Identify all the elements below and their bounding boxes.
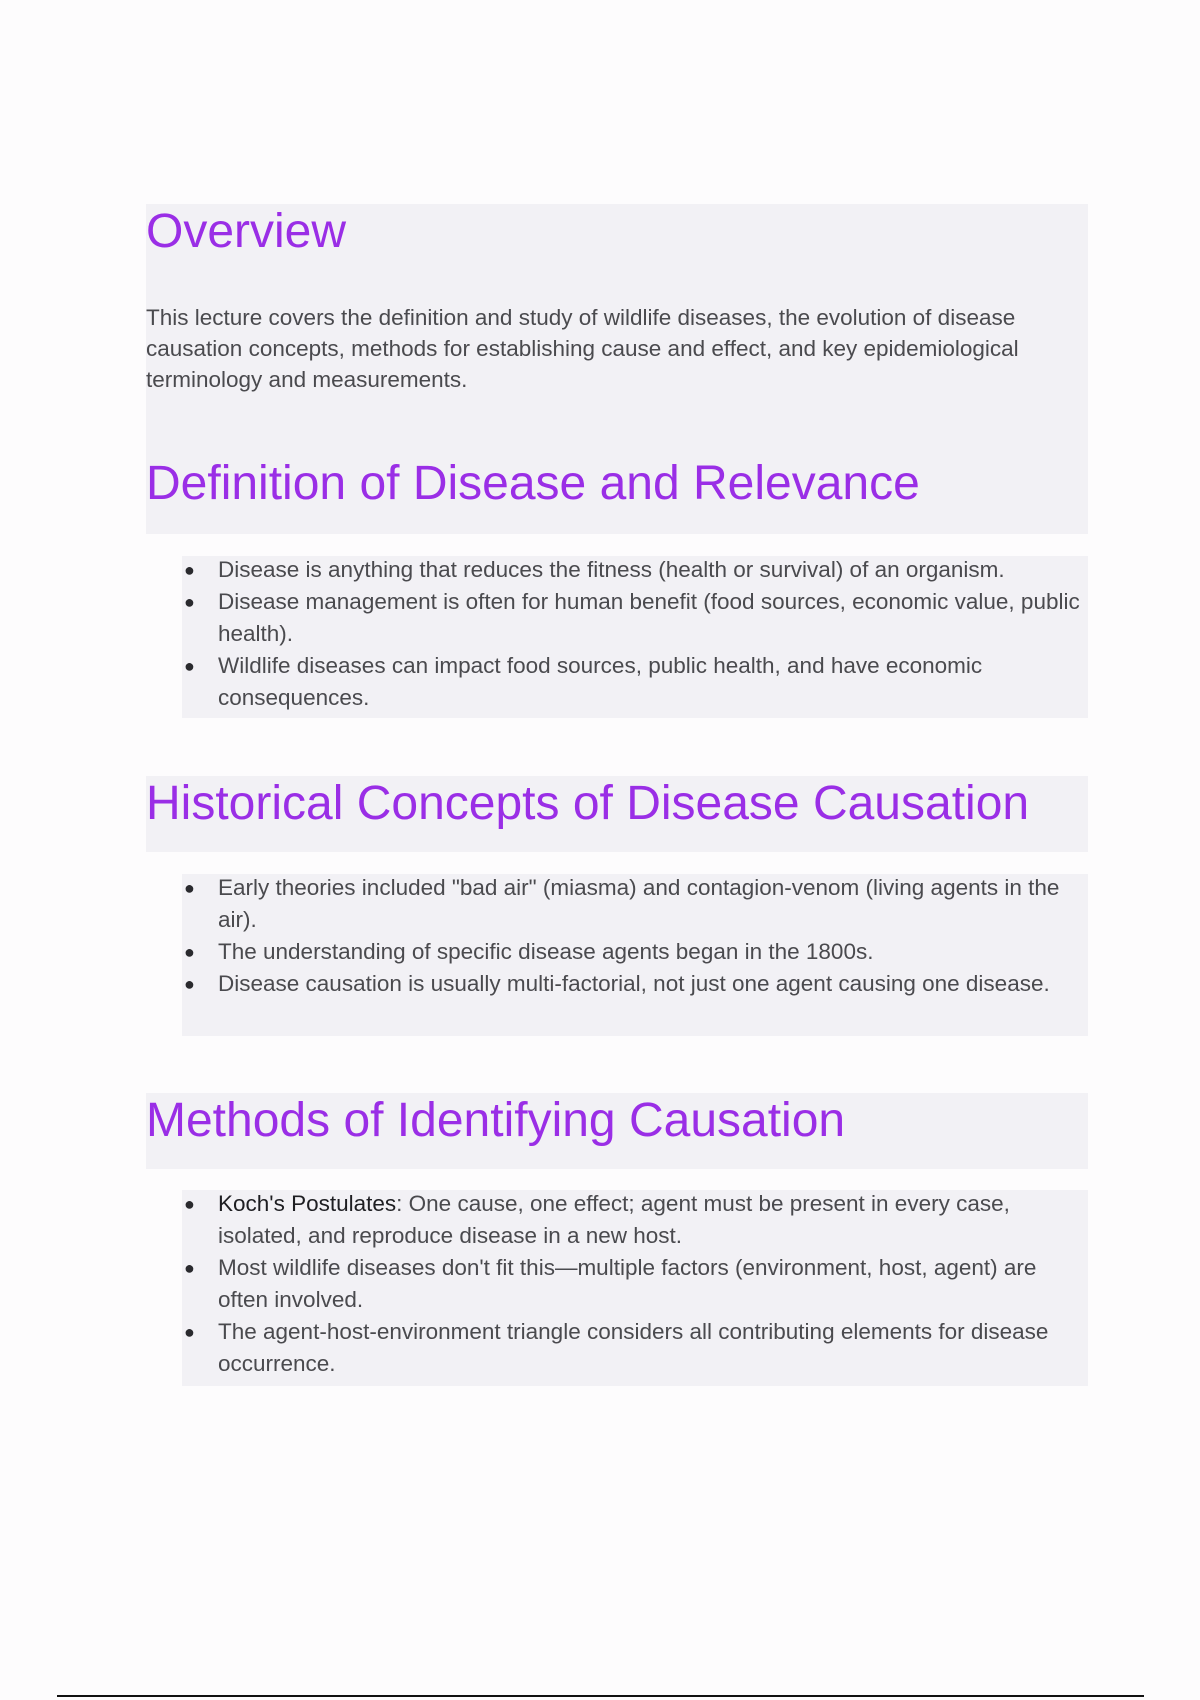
list-item-text: The agent-host-environment triangle considers all contributing elements for disease occurrence.: [218, 1319, 1049, 1376]
methods-bullet-list: [182, 1188, 1088, 1380]
bullet-icon: ●: [184, 942, 195, 962]
list-item-text: : One cause, one effect; agent must be present in every case, isolated, and reproduce disease in a new host.: [218, 1191, 1010, 1248]
list-item-text: Disease is anything that reduces the fitness (health or survival) of an organism.: [218, 557, 1005, 582]
definition-bullet-list: [182, 554, 1088, 714]
page-bottom-rule: [57, 1695, 1144, 1697]
list-item-text: Disease causation is usually multi-factorial, not just one agent causing one disease.: [218, 971, 1050, 996]
bullet-icon: ●: [184, 560, 195, 580]
bullet-icon: ●: [184, 592, 195, 612]
list-item: [182, 968, 1088, 1000]
list-item: [182, 586, 1088, 650]
list-item-text: Wildlife diseases can impact food sources, public health, and have economic consequences.: [218, 653, 983, 710]
list-item: [182, 554, 1088, 586]
bullet-icon: ●: [184, 656, 195, 676]
overview-paragraph: This lecture covers the definition and study of wildlife diseases, the evolution of disease causation concepts, methods for establishing cause and effect, and key epidemiological terminology and measurements.: [146, 305, 1019, 392]
bullet-icon: ●: [184, 1194, 195, 1214]
bullet-icon: ●: [184, 1322, 195, 1342]
methods-heading: Methods of Identifying Causation: [146, 1094, 846, 1147]
list-item: [182, 872, 1088, 936]
list-item: [182, 1316, 1088, 1380]
list-item-text: Most wildlife diseases don't fit this—multiple factors (environment, host, agent) are often involved.: [218, 1255, 1037, 1312]
bullet-icon: ●: [184, 878, 195, 898]
list-item: [182, 1188, 1088, 1252]
historical-heading: Historical Concepts of Disease Causation: [146, 777, 1030, 830]
bullet-icon: ●: [184, 974, 195, 994]
list-item: [182, 936, 1088, 968]
list-item-text: Early theories included "bad air" (miasma) and contagion-venom (living agents in the air).: [218, 875, 1060, 932]
overview-heading: Overview: [146, 205, 347, 258]
historical-bullet-list: [182, 872, 1088, 1000]
bullet-icon: ●: [184, 1258, 195, 1278]
list-item: [182, 650, 1088, 714]
list-item: [182, 1252, 1088, 1316]
list-item-text: The understanding of specific disease agents began in the 1800s.: [218, 939, 874, 964]
list-item-text: Disease management is often for human benefit (food sources, economic value, public health).: [218, 589, 1080, 646]
term-kochs-postulates: Koch's Postulates: [218, 1191, 397, 1216]
definition-heading: Definition of Disease and Relevance: [146, 457, 920, 510]
